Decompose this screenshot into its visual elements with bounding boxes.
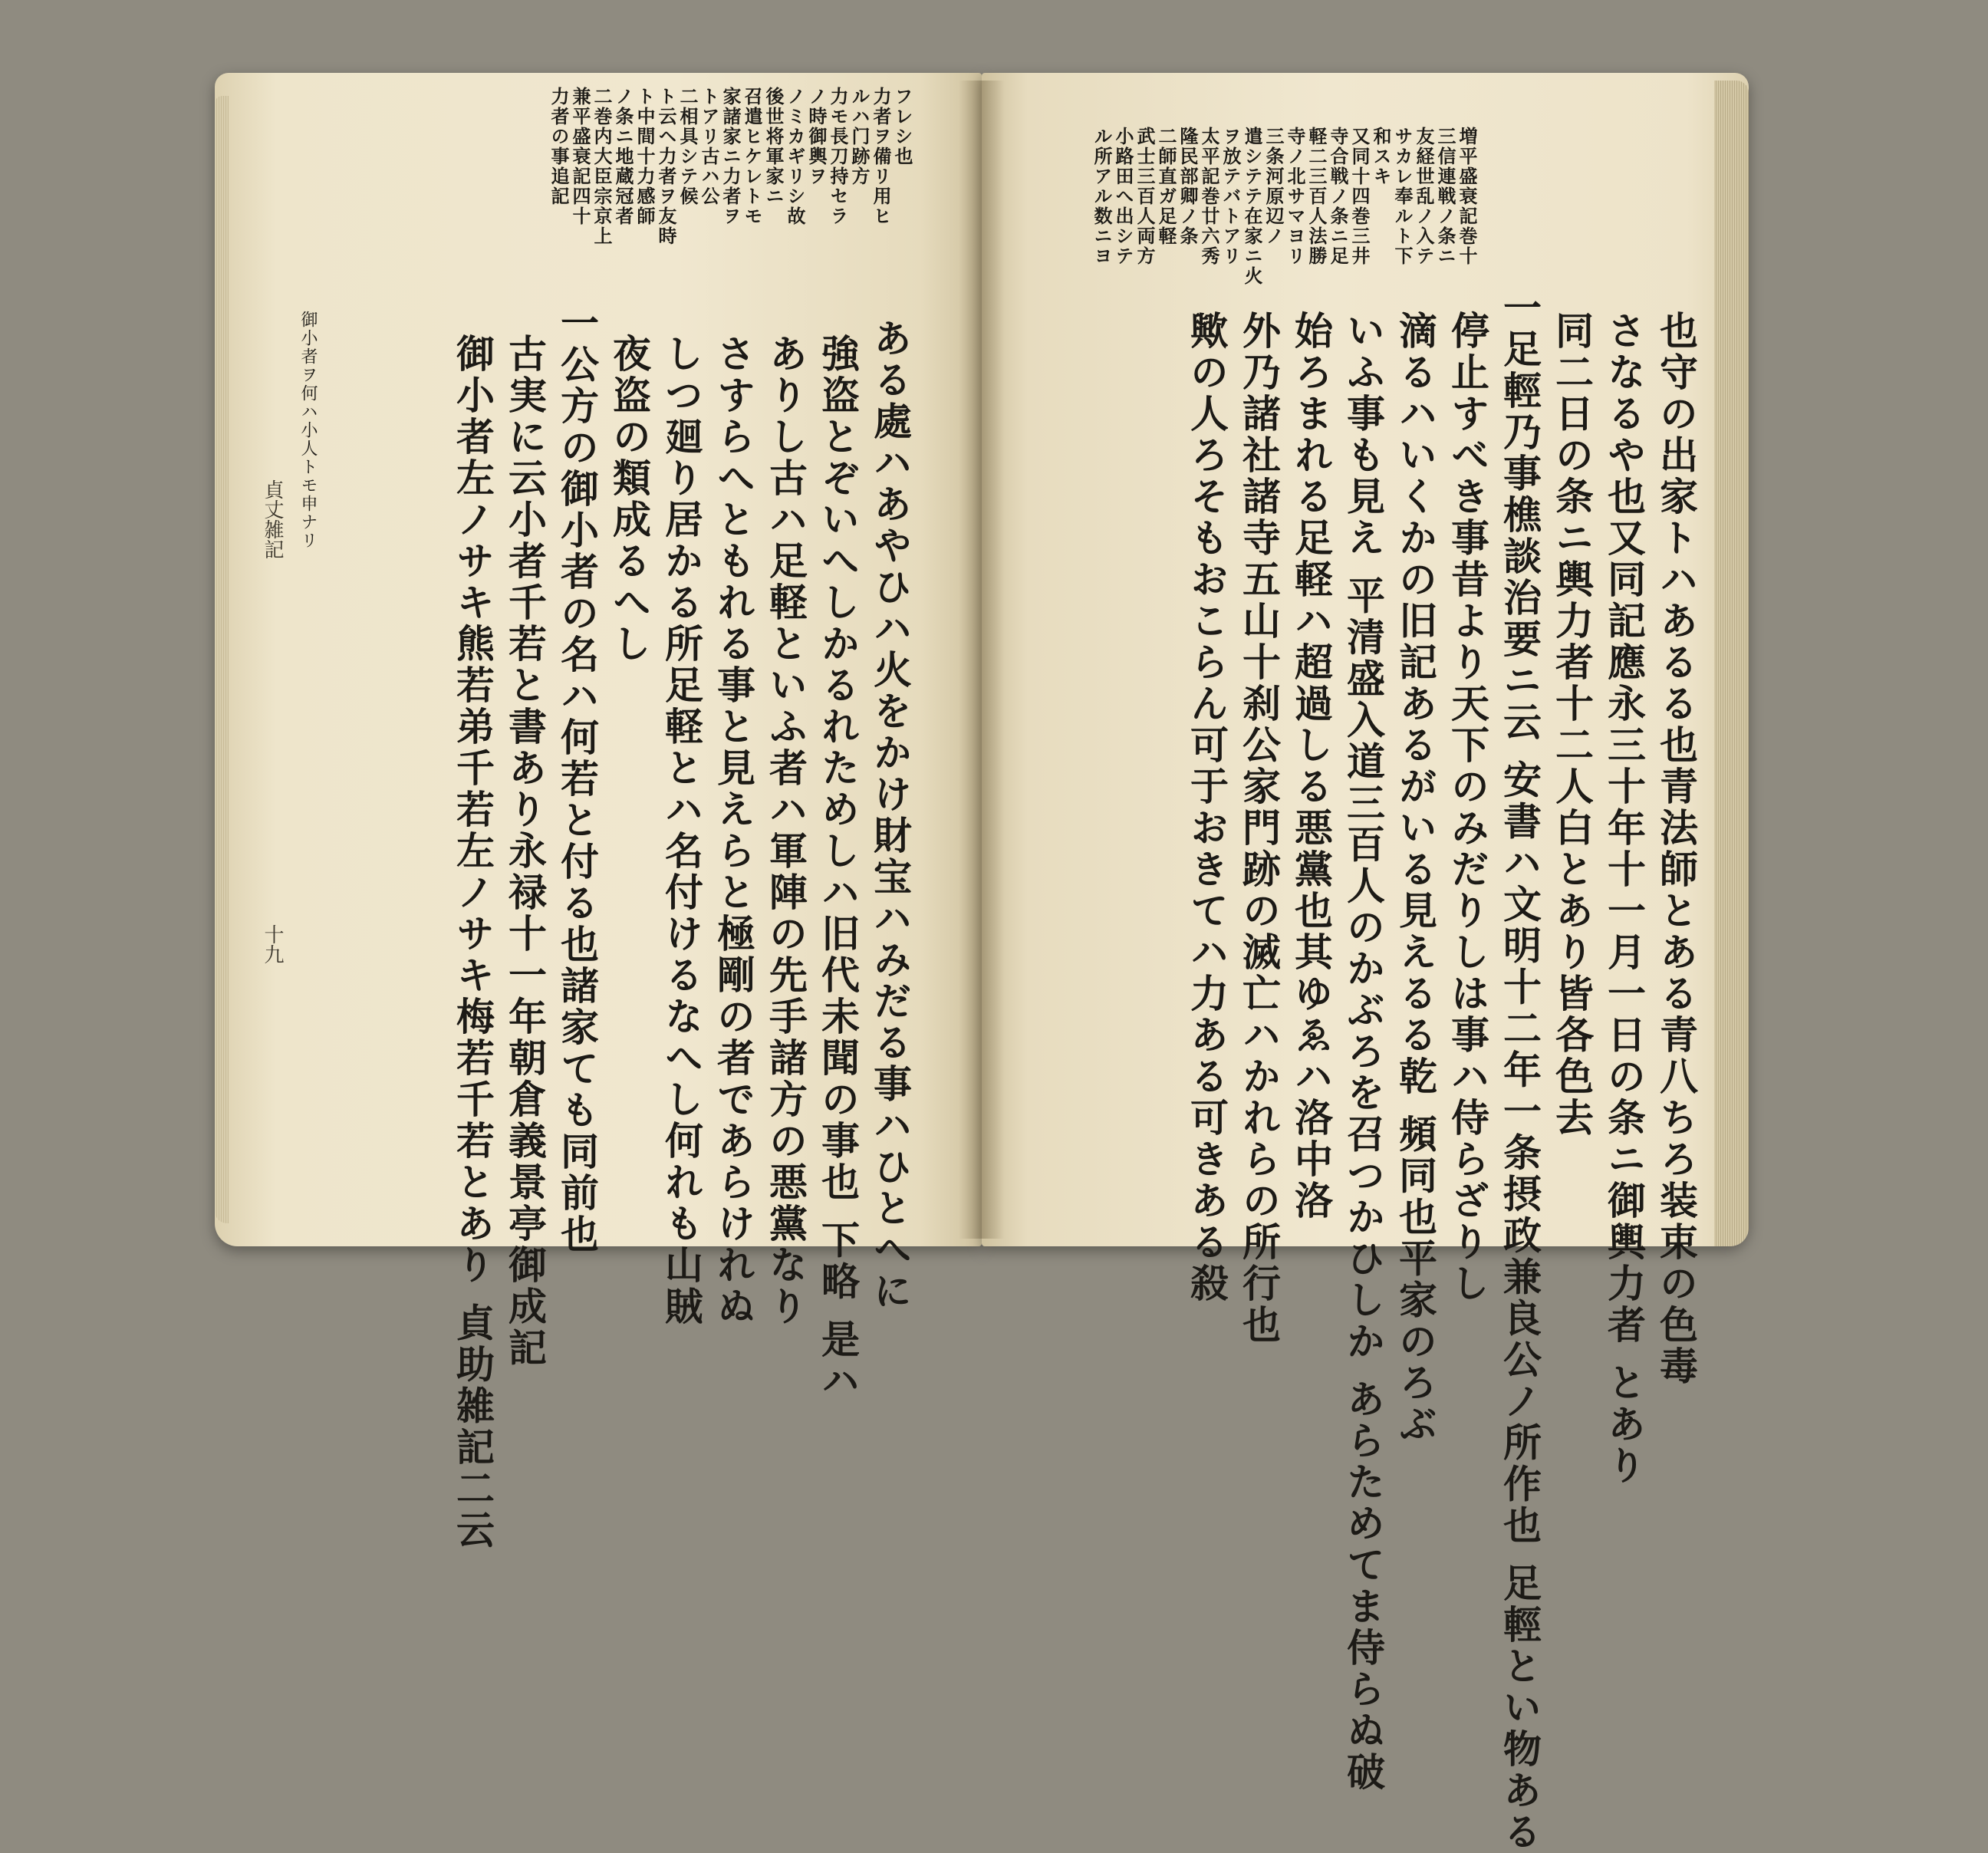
- right-text-col: 歟の人ろそもおこらん可于おきてハ力ある可きある殺: [1184, 311, 1229, 1305]
- left-headnote-col: 二相具シテ候: [676, 87, 699, 206]
- right-headnote-col: 小路田へ出シテ: [1112, 127, 1134, 266]
- left-headnote-col: フレシ也: [891, 87, 913, 166]
- right-headnote-col: ヲ放テバトアリ: [1219, 127, 1242, 266]
- right-headnote-col: 寺ノ北サマヨリ: [1284, 127, 1306, 266]
- right-text-col: 一足輕乃事樵談治要ニ云 安書ハ文明十二年一条摂政兼良公ノ所作也 足輕とい物ある: [1497, 288, 1542, 1853]
- left-text-col: ある處ハあやひハ火をかけ財宝ハみだる事ハひとへに: [867, 318, 913, 1312]
- left-headnote-col: ルハ门跡方: [848, 87, 871, 186]
- left-text-col: さすらへともれる事と見えらと極剛の者であらけれぬ: [711, 334, 756, 1328]
- left-text-col: しつ廻り居かる所足軽とハ名付けるなへし何れも山賊: [659, 334, 704, 1328]
- left-headnote-col: 兼平盛衰記四十: [569, 87, 591, 226]
- right-headnote-col: 遣シテテ在家ニ火: [1241, 127, 1263, 286]
- open-book: [207, 73, 1783, 1853]
- left-text-col: 一公方の御小者の名ハ何若と付る也諸家ても同前也: [555, 303, 600, 1256]
- right-headnote-col: 三条河原辺ノ: [1262, 127, 1285, 246]
- left-headnote-col: ノミカギリシ故: [784, 87, 806, 226]
- left-small-note: 御小者ヲ何ハ小人トモ申ナリ: [298, 311, 318, 550]
- right-text-col: 同二日の条ニ輿力者十二人白とあり皆各色去: [1549, 311, 1595, 1139]
- left-text-col: ありし古ハ足軽といふ者ハ軍陣の先手諸方の悪黨なり: [763, 334, 808, 1328]
- right-headnote-col: 友経世乱ノ入テ: [1413, 127, 1435, 266]
- left-headnote-col: 力者ヲ備リ用ヒ: [870, 87, 892, 226]
- right-headnote-col: 二師直ガ足軽: [1155, 127, 1177, 246]
- left-headnote-col: 後世将軍家ニ: [762, 87, 785, 206]
- left-page: [215, 73, 982, 1552]
- right-headnote-col: 和スキ: [1370, 127, 1392, 186]
- right-page-edge: [1714, 81, 1749, 1246]
- left-text-col: 強盗とぞいへしかるれためしハ旧代未聞の事也 下略 是ハ: [815, 334, 861, 1402]
- right-headnote-col: 隆民部卿ノ条: [1177, 127, 1199, 246]
- left-headnote-col: ノ条ニ地蔵冠者: [612, 87, 634, 226]
- page-number: 十九: [261, 924, 284, 964]
- left-headnote-col: 力モ長刀持セラ: [827, 87, 849, 226]
- right-text-col: 也守の出家トハあるる也青法師とある青八ちろ装束の色毒: [1654, 311, 1699, 1387]
- left-headnote-col: 力者の事追記: [548, 87, 570, 206]
- left-page-edge: [215, 96, 229, 1223]
- book-gutter: [959, 81, 1005, 1239]
- right-text-col: さなるや也又同記應永三十年十一月一日の条ニ御輿力者 とあり: [1601, 311, 1647, 1487]
- right-headnote-col: 軽二三百人法勝: [1305, 127, 1328, 266]
- right-headnote-col: ル所アル数ニヨ: [1091, 127, 1113, 266]
- right-text-col: いふ事も見え 平清盛入道三百人のかぶろを召つかひしか あらためてま侍らぬ破: [1341, 311, 1386, 1793]
- right-text-col: 始ろまれる足軽ハ超過しる悪黨也其ゆゑハ洛中洛: [1289, 311, 1334, 1222]
- right-headnote-col: 三信連戦ノ条ニ: [1434, 127, 1456, 266]
- left-headnote-col: ト云ヘ力者ヲ友時: [655, 87, 677, 246]
- right-headnote-col: 武士三百人両方: [1134, 127, 1156, 266]
- left-headnote-col: 召遣ヒケレトモ: [741, 87, 763, 226]
- left-text-col: 御小者左ノサキ熊若弟千若左ノサキ梅若千若とあり 貞助雑記二云: [450, 334, 495, 1552]
- right-headnote-col: 又同十四巻三井: [1348, 127, 1371, 266]
- right-headnote-col: 太平記巻廿六秀: [1198, 127, 1220, 266]
- right-text-col: 滴るハいくかの旧記あるがいる見えるる乾 頻同也平家のろぶ: [1393, 311, 1438, 1446]
- left-headnote-col: 家諸家ニ力者ヲ: [719, 87, 742, 226]
- running-head: 貞丈雑記: [261, 479, 284, 559]
- left-text-col: 古実に云小者千若と書あり永禄十一年朝倉義景亭御成記: [502, 334, 548, 1369]
- left-headnote-col: トアリ古ハ公: [698, 87, 720, 206]
- right-headnote-col: 増平盛衰記巻十: [1456, 127, 1478, 266]
- right-text-col: 停止すべき事昔より天下のみだりしは事ハ侍らざりし: [1445, 311, 1490, 1305]
- right-headnote-col: サカレ奉ルト下: [1391, 127, 1414, 266]
- left-headnote-col: ノ時御輿ヲ: [805, 87, 828, 186]
- right-text-col: 外乃諸社諸寺五山十刹公家門跡の滅亡ハかれらの所行也: [1236, 311, 1282, 1346]
- left-text-col: 夜盗の類成るへし: [607, 334, 652, 665]
- right-page: [982, 73, 1749, 1853]
- right-headnote-col: 寺合戦ノ条ニ足: [1327, 127, 1349, 266]
- left-headnote-col: 二巻内大臣宗京上: [591, 87, 613, 246]
- left-headnote-col: ト中間十力感師: [634, 87, 656, 226]
